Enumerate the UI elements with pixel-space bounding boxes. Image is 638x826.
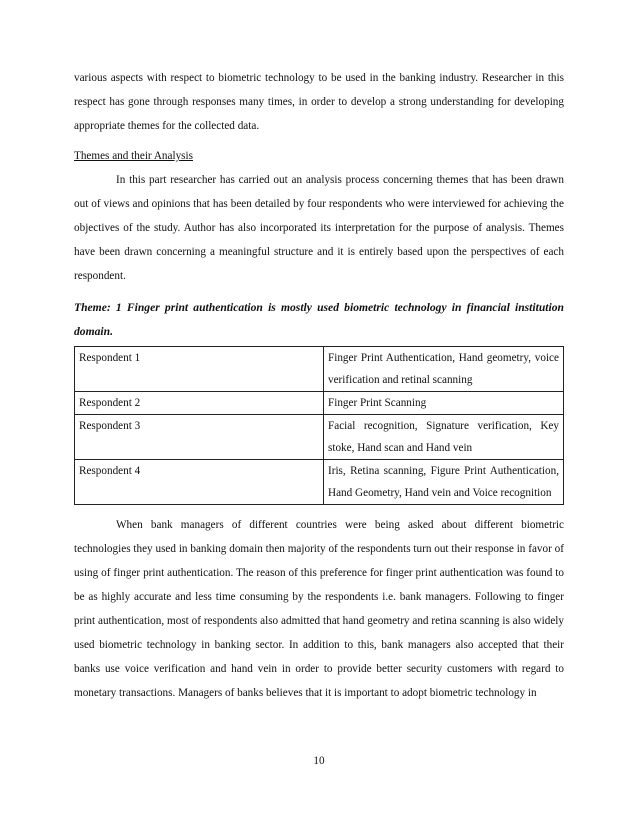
discussion-paragraph: When bank managers of different countries were being asked about different biometric technologies they used in banking domain then majority of the respondents turn out their response in favor of using of finger print authentication. The reason of this preference for finger print authentication was found to be as highly accurate and less time consuming by the respondents i.e. bank managers. Following to finger print authentication, most of respondents also admitted that hand geometry and retina scanning is also widely used biometric technology in banking sector. In addition to this, bank managers also accepted that their banks use voice verification and hand vein in order to provide better security customers with regard to monetary transactions. Managers of banks believes that it is important to adopt biometric technology in bbox=[74, 519, 564, 699]
table-row bbox=[75, 392, 564, 415]
page-number: 10 bbox=[313, 755, 325, 767]
section-heading: Themes and their Analysis bbox=[74, 150, 193, 162]
table-row bbox=[75, 347, 564, 392]
technologies-cell: Finger Print Scanning bbox=[324, 392, 564, 415]
document-page bbox=[74, 66, 564, 705]
table-row bbox=[75, 415, 564, 460]
technologies-cell: Facial recognition, Signature verification, Key stoke, Hand scan and Hand vein bbox=[324, 415, 564, 460]
table-row bbox=[75, 460, 564, 505]
intro-paragraph: various aspects with respect to biometric technology to be used in the banking industry. Researcher in this respect has gone through responses many times, in order to develop a strong understanding for developing appropriate themes for the collected data. bbox=[74, 72, 564, 132]
section-body-paragraph: In this part researcher has carried out an analysis process concerning themes that has been drawn out of views and opinions that has been detailed by four respondents who were interviewed for achieving the objectives of the study. Author has also incorporated its interpretation for the purpose of analysis. Themes have been drawn concerning a meaningful structure and it is entirely based upon the perspectives of each respondent. bbox=[74, 174, 564, 282]
respondent-cell: Respondent 1 bbox=[75, 347, 324, 392]
theme-title: Theme: 1 Finger print authentication is mostly used biometric technology in financial institution domain. bbox=[74, 301, 564, 338]
technologies-cell: Finger Print Authentication, Hand geometry, voice verification and retinal scanning bbox=[324, 347, 564, 392]
respondent-cell: Respondent 3 bbox=[75, 415, 324, 460]
respondent-cell: Respondent 2 bbox=[75, 392, 324, 415]
respondent-cell: Respondent 4 bbox=[75, 460, 324, 505]
technologies-cell: Iris, Retina scanning, Figure Print Authentication, Hand Geometry, Hand vein and Voice recognition bbox=[324, 460, 564, 505]
respondent-table bbox=[74, 346, 564, 505]
